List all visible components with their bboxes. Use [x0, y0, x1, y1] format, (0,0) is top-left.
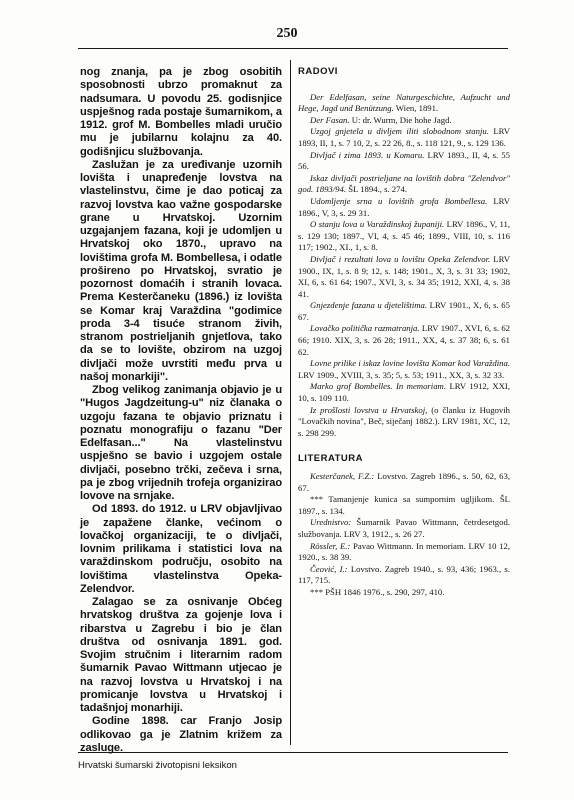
radovi-heading: RADOVI — [298, 66, 338, 77]
work-citation: (o članku iz Hugovih "Lovačkih novina", Beč, siječanj 1882.). LRV 1981, XC, 12, s. 298 299. — [298, 404, 510, 438]
literature-citation: *** PŠH 1846 1976., s. 290, 297, 410. — [310, 586, 445, 597]
top-rule — [78, 48, 508, 49]
footer-title: Hrvatski šumarski životopisni leksikon — [78, 760, 237, 771]
work-entry — [298, 92, 510, 115]
work-entry — [298, 196, 510, 219]
work-entry — [298, 150, 510, 173]
work-entry — [298, 254, 510, 300]
paragraph: Zbog velikog zanimanja objavio je u "Hugos Jagdzeitung-u" niz članaka o uzgoju fazana te objavio priznatu i poznatu monografiju o fazanu "Der Edelfasan..." Na vlastelinstvu uspješno se bavio i uzgojem ostale divljači, posebno trčki, zečeva i srna, pa je zbog vrijednih trofeja organizirao lovove na srnjake. — [80, 384, 282, 502]
work-title: O stanju lova u Varaždinskoj županiji. — [310, 219, 445, 230]
work-citation: Wien, 1891. — [393, 103, 439, 114]
work-title: Der Fasan. — [310, 114, 350, 125]
work-title: Uzgoj gnjetela u divljem iliti slobodnom stanju. — [310, 126, 489, 137]
work-title: Divljač i rezultati lova u lovištu Opeka Zelendvor. — [310, 253, 491, 264]
work-title: Lovačko politička razmatranja. — [310, 323, 420, 334]
work-title: Marko grof Bombelles. In memoriam. — [310, 381, 446, 392]
paragraph: Godine 1898. car Franjo Josip odlikovao ga je Zlatnim križem za zasluge. — [80, 715, 282, 754]
work-entry — [298, 219, 510, 254]
literature-author: Rössler, E.: — [310, 540, 351, 551]
bottom-rule — [78, 752, 508, 753]
work-citation: LRV 1896., V, 3, s. 29 31. — [298, 195, 510, 218]
paragraph: nog znanja, pa je zbog osobitih sposobnosti ubrzo promaknut za nadsumara. U povodu 25. godisnjice uspješnog rada postaje šumarnikom, a 1912. grof M. Bombelles mladi uručio mu je jubilarnu kolajnu za 40. godišnjicu službovanja. — [80, 66, 282, 158]
literature-entry — [298, 517, 510, 540]
literature-author: Kesterčanek, F.Z.: — [310, 471, 375, 481]
work-citation: LRV 1912, XXI, 10, s. 109 110. — [298, 381, 510, 404]
work-citation: LRV 1896., V, 11, s. 129 130; 1897., VI, 4, s. 45 46; 1899., VIII, 10, s. 116 117; 1902., XI., 1, s. 8. — [298, 219, 510, 253]
literature-citation: Lovstvo. Zagreb 1940., s. 93, 436; 1963., s. 117, 715. — [298, 563, 510, 586]
literature-citation: Šumarnik Pavao Wittmann, četrdesetgod. službovanja. LRV 3, 1912., s. 26 27. — [298, 517, 510, 539]
literatura-heading: LITERATURA — [298, 453, 363, 465]
work-entry — [298, 115, 510, 127]
work-entry — [298, 405, 510, 440]
literature-author: Urednistvo: — [310, 517, 352, 528]
literature-citation: Pavao Wittmann. In memoriam. LRV 10 12, 1920., s. 38 39. — [298, 540, 510, 563]
main-text-column — [80, 66, 282, 755]
literature-author: Čeović, I.: — [310, 563, 348, 574]
column-divider — [290, 60, 291, 745]
work-citation: LRV 1909., XVIII, 3, s. 35; 5, s. 53; 1911., XX, 3, s. 32 33. — [298, 369, 505, 380]
literature-entry — [298, 471, 510, 494]
work-entry — [298, 358, 510, 381]
literature-entry — [298, 541, 510, 564]
literature-entry — [298, 587, 510, 599]
work-title: Divljač i zima 1893. u Komaru. — [310, 149, 425, 160]
references-column — [298, 66, 510, 599]
page-number: 250 — [276, 26, 298, 41]
work-citation: ŠL 1894., s. 274. — [346, 184, 408, 195]
work-citation: LRV 1901., X, 6, s. 65 67. — [298, 300, 510, 322]
work-title: Lovne prilike i iskaz lovine lovišta Komar kod Varaždina. — [310, 358, 510, 369]
literature-citation: Lovstvo. Zagreb 1896., s. 50, 62, 63, 67. — [298, 471, 510, 493]
work-citation: LRV 1893., II, 4, s. 55 56. — [298, 149, 510, 172]
paragraph: Zaslužan je za uređivanje uzornih lovišta i unapređenje lovstva na vlastelinstvu, čime je dao poticaj za razvoj lovstva kao važne gospodarske grane u Hrvatskoj. Uzornim uzgajanjem fazana, koji je udomljen u Hrvatskoj oko 1870., upravo na lovištima grofa M. Bombellesa, i odatle prošireno po Hrvatskoj, svratio je pozornost domaćih i stranih lovaca. Prema Kesterčaneku (1896.) iz lovišta se Komar kraj Varaždina "godimice proda 3-4 tisuće stranom živih, stranom postrieljanih gnjetlova, tako da se to lovište, obzirom na uzgoj divljači može uvrstiti među prva u našoj monarkiji". — [80, 158, 282, 383]
work-title: Iskaz divljači postrieljane na lovištih dobra "Zelendvor" god. 1893/94. — [298, 172, 510, 195]
literature-citation: *** Tamanjenje kunica sa sumpornim ugljikom. ŠL 1897., s. 134. — [298, 494, 510, 516]
literature-entry — [298, 494, 510, 517]
paragraph: Od 1893. do 1912. u LRV objavljivao je zapažene članke, većinom o lovačkoj organizaciji, te o divljači, lovnim prilikama i statistici lova na varaždinskom području, osobito na lovištima vlastelinstva Opeka-Zelendvor. — [80, 503, 282, 595]
work-citation: LRV 1907., XVI, 6, s. 62 66; 1910. XIX, 3, s. 26 28; 1911., XX, 4, s. 37 38; 6, s. 61 62. — [298, 323, 511, 357]
literatura-list — [298, 471, 510, 599]
work-entry — [298, 300, 510, 323]
work-entry — [298, 381, 510, 404]
radovi-list — [298, 92, 510, 440]
work-entry — [298, 173, 510, 196]
work-citation: U: dr. Wurm, Die hohe Jagd. — [349, 114, 452, 125]
literature-entry — [298, 564, 510, 587]
work-title: Gnjezdenje fazana u djetelištima. — [310, 300, 428, 311]
work-citation: LRV 1893, II, 1, s. 7 10, 2, s. 22 26, 8., s. 118 121, 9., s. 129 136. — [298, 126, 511, 148]
work-entry — [298, 323, 510, 358]
work-title: Iz prošlosti lovstva u Hrvatskoj, — [310, 404, 428, 415]
work-citation: LRV 1900., IX, 1, s. 8 9; 12, s. 148; 1901., X, 3, s. 31 33; 1902, XI, 6, s. 61 64; 1907., XVI, 3, s. 34 35; 1912, XXI, 4, s. 38 41. — [298, 253, 510, 299]
work-title: Udomljenje srna u lovištih grofa Bombellesa. — [310, 195, 488, 206]
work-title: Der Edelfasan, seine Naturgeschichte, Aufzucht und Hege, Jagd und Benützung. — [298, 91, 510, 114]
work-entry — [298, 126, 510, 149]
paragraph: Zalagao se za osnivanje Obćeg hrvatskog društva za gojenje lova i ribarstva u Zagrebu i bio je član društva od osnivanja 1891. god. Svojim stručnim i literarnim radom šumarnik Pavao Wittmann utjecao je na razvoj lovstva u Hrvatskoj i na promicanje lovstva u Hrvatskoj i tadašnjoj monarhiji. — [80, 596, 282, 714]
